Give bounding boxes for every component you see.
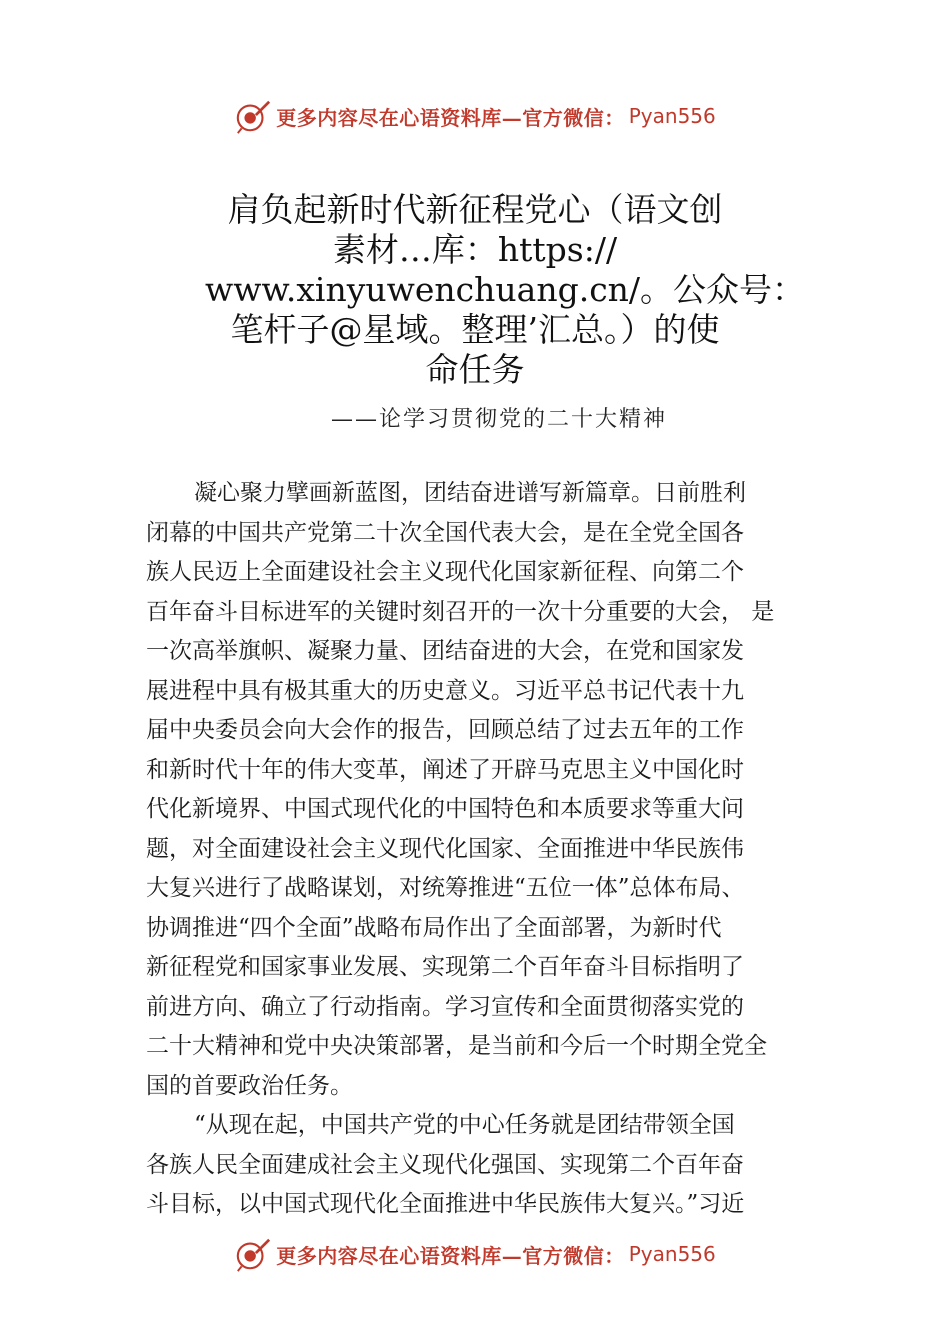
paragraph-line: 族人民迈上全面建设社会主义现代化国家新征程、向第二个: [146, 559, 744, 585]
banner-text: 更多内容尽在心语资料库—官方微信：: [276, 105, 625, 130]
paragraph-line: “从现在起，中国共产党的中心任务就是团结带领全国: [194, 1112, 735, 1138]
paragraph-line: 展进程中具有极其重大的历史意义。习近平总书记代表十九: [146, 677, 744, 704]
paragraph-line: 大复兴进行了战略谋划，对统筹推进“五位一体”总体布局、: [146, 875, 745, 901]
pen-logo-icon: [234, 1235, 272, 1273]
paragraph-line: 新征程党和国家事业发展、实现第二个百年奋斗目标指明了: [146, 954, 744, 980]
paragraph-line: 凝心聚力擘画新蓝图，团结奋进谱写新篇章。日前胜利: [194, 480, 746, 506]
paragraph-line: 协调推进“四个全面”战略布局作出了全面部署，为新时代: [146, 914, 722, 941]
document-title: [205, 190, 806, 390]
paragraph-line: 题，对全面建设社会主义现代化国家、全面推进中华民族伟: [146, 835, 744, 862]
title-line: 命任务: [425, 350, 525, 389]
paragraph-line: 一次高举旗帜、凝聚力量、团结奋进的大会，在党和国家发: [146, 638, 744, 664]
title-line: 肩负起新时代新征程党心（语文创: [227, 190, 723, 229]
footer-banner: [0, 1232, 950, 1276]
paragraph-line: 闭幕的中国共产党第二十次全国代表大会，是在全党全国各: [146, 519, 744, 546]
document-subtitle: ——论学习贯彻党的二十大精神: [330, 407, 667, 432]
title-line: www.xinyuwenchuang.cn/。公众号：: [205, 270, 806, 309]
paragraph-line: 百年奋斗目标进军的关键时刻召开的一次十分重要的大会， 是: [146, 598, 775, 625]
title-line: 素材…库：https://: [332, 230, 618, 269]
paragraph-line: 代化新境界、中国式现代化的中国特色和本质要求等重大问: [146, 796, 744, 822]
paragraph-line: 前进方向、确立了行动指南。学习宣传和全面贯彻落实党的: [146, 993, 744, 1020]
paragraph-line: 和新时代十年的伟大变革，阐述了开辟马克思主义中国化时: [146, 756, 744, 783]
paragraph-line: 各族人民全面建成社会主义现代化强国、实现第二个百年奋: [146, 1151, 744, 1178]
paragraph-line: 国的首要政治任务。: [146, 1072, 353, 1099]
header-banner: [0, 94, 950, 138]
paragraph-line: 届中央委员会向大会作的报告，回顾总结了过去五年的工作: [146, 717, 744, 743]
paragraph-line: 斗目标，以中国式现代化全面推进中华民族伟大复兴。”习近: [146, 1191, 745, 1217]
banner-contact: Pyan556: [628, 1242, 716, 1266]
banner-text: 更多内容尽在心语资料库—官方微信：: [276, 1243, 625, 1268]
paragraph-line: 二十大精神和党中央决策部署，是当前和今后一个时期全党全: [146, 1033, 767, 1059]
pen-logo-icon: [234, 97, 272, 135]
body-text: [146, 474, 826, 1225]
title-line: 笔杆子@星域。整理’汇总。）的使: [230, 310, 720, 349]
banner-contact: Pyan556: [628, 104, 716, 128]
